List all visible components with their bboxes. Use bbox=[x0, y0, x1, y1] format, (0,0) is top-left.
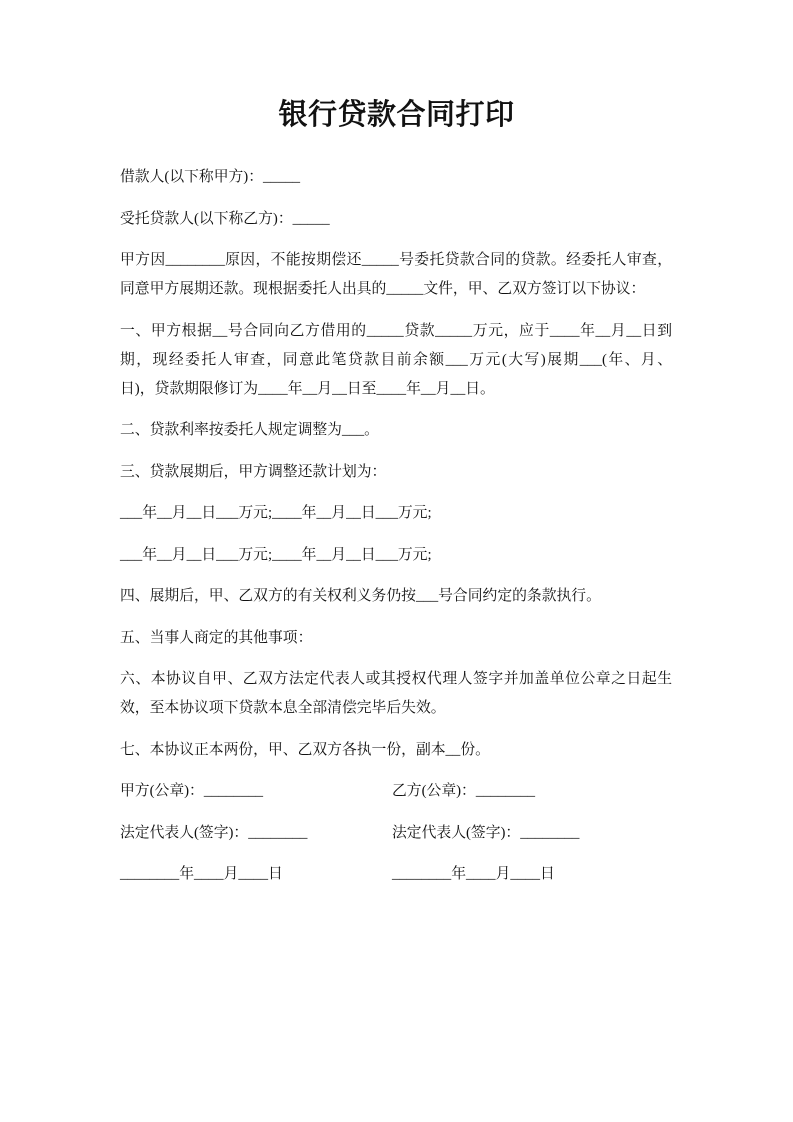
party-a-seal-field: 甲方(公章)：________ bbox=[120, 783, 264, 799]
clause-line: ___年__月__日___万元;____年__月__日___万元; bbox=[120, 546, 432, 563]
clause-line: ___年__月__日___万元;____年__月__日___万元; bbox=[120, 505, 432, 521]
page-title: 银行贷款合同打印 bbox=[278, 99, 515, 131]
repayment-schedule-row-1 bbox=[120, 499, 672, 528]
clause-line: 效，至本协议项下贷款本息全部清偿完毕后失效。 bbox=[120, 700, 446, 716]
party-a-representative-field: 法定代表人(签字)：________ bbox=[120, 824, 308, 841]
clause-line: 受托贷款人(以下称乙方)：_____ bbox=[120, 210, 330, 227]
contract-body bbox=[120, 163, 672, 902]
signature-row-date bbox=[120, 860, 672, 889]
party-a-date-field: ________年____月____日 bbox=[120, 866, 283, 882]
party-b-seal-field: 乙方(公章)：________ bbox=[392, 783, 536, 799]
clause-line: 期，现经委托人审查，同意此笔贷款目前余额___万元(大写)展期___(年、月、 bbox=[120, 351, 672, 368]
clause-2 bbox=[120, 416, 672, 445]
clause-preamble bbox=[120, 246, 672, 304]
clause-line: 借款人(以下称甲方)：_____ bbox=[120, 169, 301, 185]
repayment-schedule-row-2 bbox=[120, 541, 672, 570]
clause-line: 同意甲方展期还款。现根据委托人出具的_____文件，甲、乙双方签订以下协议： bbox=[120, 281, 646, 297]
clause-borrower bbox=[120, 163, 672, 192]
clause-6 bbox=[120, 665, 672, 723]
clause-line: 七、本协议正本两份，甲、乙双方各执一份，副本__份。 bbox=[120, 741, 490, 758]
clause-line: 四、展期后，甲、乙双方的有关权利义务仍按___号合同约定的条款执行。 bbox=[120, 588, 601, 604]
clause-5 bbox=[120, 624, 672, 653]
signature-row-representative bbox=[120, 819, 672, 848]
clause-lender bbox=[120, 205, 672, 234]
clause-4 bbox=[120, 582, 672, 611]
clause-1 bbox=[120, 317, 672, 404]
signature-row-seal bbox=[120, 777, 672, 806]
clause-7 bbox=[120, 736, 672, 765]
clause-3 bbox=[120, 458, 672, 487]
clause-line: 六、本协议自甲、乙双方法定代表人或其授权代理人签字并加盖单位公章之日起生 bbox=[120, 671, 672, 687]
clause-line: 一、甲方根据__号合同向乙方借用的_____贷款_____万元，应于____年__月__日到 bbox=[120, 322, 672, 339]
party-b-representative-field: 法定代表人(签字)：________ bbox=[392, 824, 580, 841]
clause-line: 三、贷款展期后，甲方调整还款计划为： bbox=[120, 463, 387, 480]
clause-line: 二、贷款利率按委托人规定调整为___。 bbox=[120, 422, 379, 438]
clause-line: 甲方因________原因，不能按期偿还_____号委托贷款合同的贷款。经委托人审查， bbox=[120, 252, 672, 268]
party-b-date-field: ________年____月____日 bbox=[392, 866, 555, 882]
clause-line: 五、当事人商定的其他事项： bbox=[120, 629, 313, 646]
clause-line: 日)，贷款期限修订为____年__月__日至____年__月__日。 bbox=[120, 380, 495, 397]
